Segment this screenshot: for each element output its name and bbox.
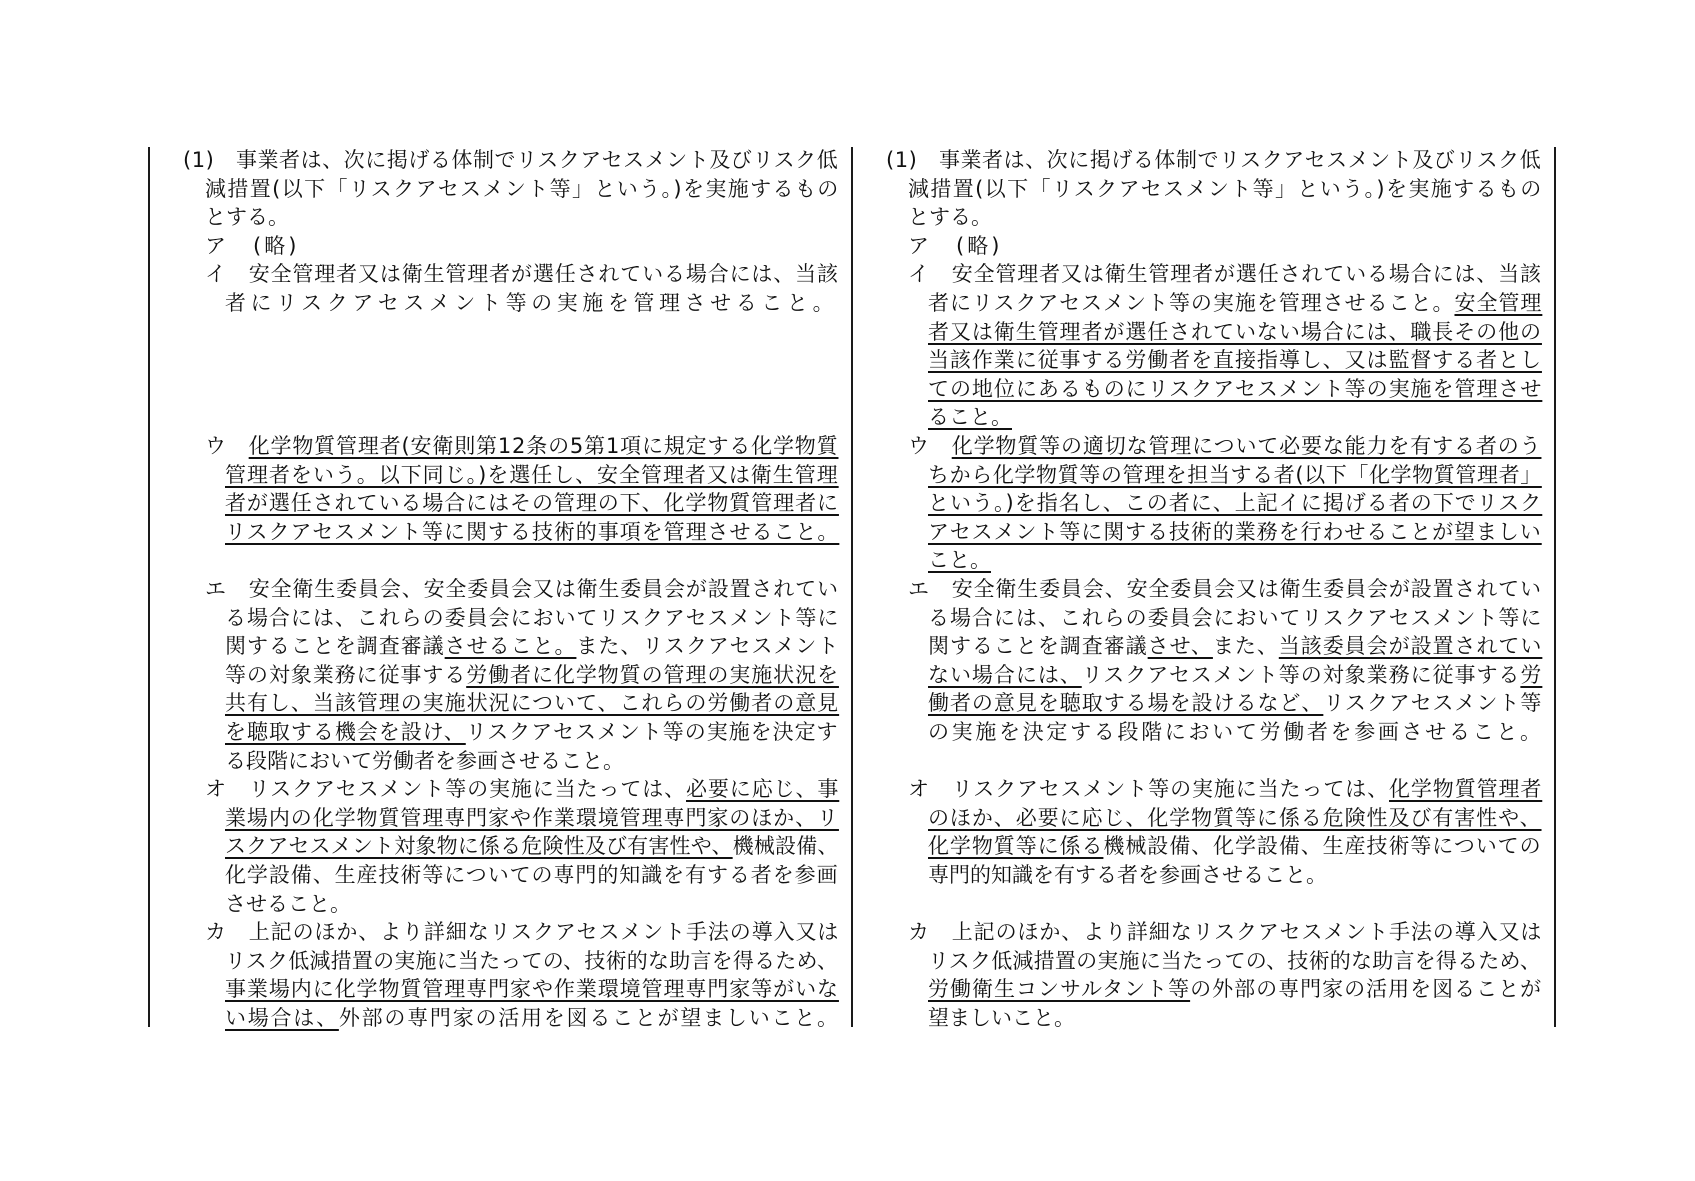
text-line xyxy=(908,918,1542,946)
text-line xyxy=(928,661,1542,689)
text-line xyxy=(928,346,1542,374)
text-line xyxy=(928,804,1542,832)
text-segment: 者にリスクアセスメント等の実施を管理させること。 xyxy=(225,291,839,315)
text-segment: ウ xyxy=(908,434,952,458)
text-line xyxy=(225,461,839,489)
text-segment: カ 上記のほか、より詳細なリスクアセスメント手法の導入又は xyxy=(908,920,1543,945)
underlined-text-segment: 業場内の化学物質管理専門家や作業環境管理専門家のほか、リ xyxy=(225,805,839,830)
text-segment: る段階において労働者を参画させること。 xyxy=(225,748,624,773)
text-line xyxy=(205,575,839,603)
underlined-text-segment: リスクアセスメント等に関する技術的事項を管理させること。 xyxy=(225,519,840,544)
underlined-text-segment: ての地位にあるものにリスクアセスメント等の実施を管理させ xyxy=(928,376,1543,401)
underlined-text-segment: アセスメント等に関する技術的業務を行わせることが望ましい xyxy=(928,519,1542,544)
text-segment: 望ましいこと。 xyxy=(928,1006,1075,1030)
underlined-text-segment: 労 xyxy=(1520,662,1543,687)
text-line xyxy=(225,604,839,632)
text-segment: イ 安全管理者又は衛生管理者が選任されている場合には、当該 xyxy=(205,262,839,287)
text-segment: とする。 xyxy=(908,205,992,230)
text-line xyxy=(225,661,839,689)
text-segment: オ リスクアセスメント等の実施に当たっては、 xyxy=(205,777,687,802)
underlined-text-segment: させ、 xyxy=(1147,634,1213,659)
text-line xyxy=(928,832,1542,860)
text-segment: リスクアセスメント等の実施を決定す xyxy=(465,720,839,744)
text-line xyxy=(225,861,839,889)
underlined-text-segment: ること。 xyxy=(928,405,1012,430)
text-line xyxy=(908,432,1541,460)
text-segment: また、 xyxy=(1212,634,1279,659)
underlined-text-segment: 労働衛生コンサルタント等 xyxy=(928,977,1191,1002)
text-segment: の外部の専門家の活用を図ることが xyxy=(1190,977,1543,1002)
text-segment: リスク低減措置の実施に当たっての、技術的な助言を得るため、 xyxy=(225,948,839,973)
text-line xyxy=(928,718,1544,746)
center-divider-line xyxy=(851,147,853,1027)
text-line xyxy=(928,975,1542,1003)
text-line xyxy=(225,489,839,517)
text-line xyxy=(225,890,351,918)
text-segment: 関することを調査審議 xyxy=(928,634,1148,659)
text-line xyxy=(908,175,1543,203)
text-segment: 関することを調査審議 xyxy=(225,634,445,659)
text-line xyxy=(225,804,839,832)
text-segment: エ 安全衛生委員会、安全委員会又は衛生委員会が設置されてい xyxy=(908,577,1542,601)
text-segment: エ 安全衛生委員会、安全委員会又は衛生委員会が設置されてい xyxy=(205,577,839,601)
text-line xyxy=(928,1004,1075,1032)
underlined-text-segment: 必要に応じ、事 xyxy=(686,777,840,802)
text-line xyxy=(205,918,839,946)
text-line xyxy=(928,861,1327,889)
underlined-text-segment: させること。 xyxy=(444,634,577,659)
text-line xyxy=(928,546,991,574)
text-segment: 減措置(以下「リスクアセスメント等」という。)を実施するもの xyxy=(908,176,1543,201)
text-segment: ア (略) xyxy=(908,233,1003,258)
text-segment: オ リスクアセスメント等の実施に当たっては、 xyxy=(908,777,1390,802)
underlined-text-segment: い場合は、 xyxy=(225,1006,339,1030)
underlined-text-segment: 働者の意見を聴取する場を設けるなど、 xyxy=(928,691,1324,716)
text-segment: ア (略) xyxy=(205,233,300,258)
text-segment: 機械設備、 xyxy=(732,834,839,859)
text-segment: ウ xyxy=(205,434,249,458)
text-segment: とする。 xyxy=(205,205,289,230)
text-line xyxy=(928,604,1542,632)
underlined-text-segment: 管理者をいう。以下同じ。)を選任し、安全管理者又は衛生管理 xyxy=(225,462,839,487)
underlined-text-segment: 事業場内に化学物質管理専門家や作業環境管理専門家等がいな xyxy=(225,977,839,1002)
text-line xyxy=(928,289,1542,317)
underlined-text-segment: ちから化学物質等の管理を担当する者(以下「化学物質管理者」 xyxy=(928,462,1542,487)
text-line xyxy=(205,775,839,803)
text-segment: リスク低減措置の実施に当たっての、技術的な助言を得るため、 xyxy=(928,948,1542,973)
text-line xyxy=(205,203,289,231)
text-line xyxy=(225,718,839,746)
text-line xyxy=(928,318,1542,346)
text-segment: カ 上記のほか、より詳細なリスクアセスメント手法の導入又は xyxy=(205,920,840,945)
text-line xyxy=(908,775,1542,803)
text-line xyxy=(928,375,1542,403)
text-segment: 機械設備、化学設備、生産技術等についての xyxy=(1103,834,1542,859)
underlined-text-segment: 者が選任されている場合にはその管理の下、化学物質管理者に xyxy=(225,491,839,516)
underlined-text-segment: ない場合には、 xyxy=(928,662,1082,687)
text-line xyxy=(928,632,1542,660)
text-line xyxy=(225,832,839,860)
left-border-line xyxy=(148,147,150,1027)
text-line xyxy=(908,232,1002,260)
text-line xyxy=(225,947,838,975)
underlined-text-segment: を聴取する機会を設け、 xyxy=(225,720,466,744)
text-segment: リスクアセスメント等 xyxy=(1323,691,1543,716)
text-line xyxy=(928,689,1542,717)
text-segment: 等の対象業務に従事する xyxy=(225,662,467,687)
text-segment: る場合には、これらの委員会においてリスクアセスメント等に xyxy=(928,605,1543,630)
text-segment: また、リスクアセスメント xyxy=(576,634,840,659)
text-segment: させること。 xyxy=(225,891,351,916)
text-line xyxy=(205,232,299,260)
underlined-text-segment: 当該作業に従事する労働者を直接指導し、又は監督する者とし xyxy=(928,348,1542,373)
text-line xyxy=(205,432,838,460)
text-line xyxy=(225,632,839,660)
text-segment: の実施を決定する段階において労働者を参画させること。 xyxy=(928,720,1544,744)
text-line xyxy=(225,1004,840,1032)
text-line xyxy=(205,260,839,288)
text-segment: イ 安全管理者又は衛生管理者が選任されている場合には、当該 xyxy=(908,262,1542,287)
text-segment: 化学設備、生産技術等についての専門的知識を有する者を参画 xyxy=(225,863,839,887)
underlined-text-segment: 化学物質等に係る xyxy=(928,834,1104,859)
underlined-text-segment: 労働者に化学物質の管理の実施状況を xyxy=(466,662,839,687)
text-line xyxy=(225,747,624,775)
underlined-text-segment: という。)を指名し、この者に、上記イに掲げる者の下でリスク xyxy=(928,491,1543,516)
text-line xyxy=(225,975,839,1003)
text-segment: (1) 事業者は、次に掲げる体制でリスクアセスメント及びリスク低 xyxy=(183,148,839,172)
text-line xyxy=(225,289,838,317)
text-line xyxy=(183,146,838,174)
underlined-text-segment: 化学物質管理者 xyxy=(1389,777,1543,802)
text-line xyxy=(205,175,840,203)
underlined-text-segment: こと。 xyxy=(928,548,991,573)
text-segment: 減措置(以下「リスクアセスメント等」という。)を実施するもの xyxy=(205,176,840,201)
underlined-text-segment: 化学物質管理者(安衛則第12条の5第1項に規定する化学物質 xyxy=(248,434,839,458)
text-segment: る場合には、これらの委員会においてリスクアセスメント等に xyxy=(225,605,840,630)
right-border-line xyxy=(1554,147,1556,1027)
underlined-text-segment: 化学物質等の適切な管理について必要な能力を有する者のう xyxy=(951,434,1542,458)
text-segment: (1) 事業者は、次に掲げる体制でリスクアセスメント及びリスク低 xyxy=(886,148,1542,172)
underlined-text-segment: 者又は衛生管理者が選任されていない場合には、職長その他の xyxy=(928,319,1542,344)
text-line xyxy=(886,146,1541,174)
underlined-text-segment: 当該委員会が設置されてい xyxy=(1278,634,1543,659)
text-line xyxy=(928,947,1541,975)
text-line xyxy=(908,260,1542,288)
text-segment: リスクアセスメント等の対象業務に従事する xyxy=(1081,662,1521,687)
text-line xyxy=(908,575,1542,603)
text-line xyxy=(908,203,992,231)
text-line xyxy=(928,461,1542,489)
underlined-text-segment: 共有し、当該管理の実施状況について、これらの労働者の意見 xyxy=(225,691,840,716)
text-segment: 専門的知識を有する者を参画させること。 xyxy=(928,863,1327,887)
text-line xyxy=(928,403,1012,431)
text-segment: 外部の専門家の活用を図ることが望ましいこと。 xyxy=(338,1006,840,1030)
text-segment: 者にリスクアセスメント等の実施を管理させること。 xyxy=(928,291,1455,315)
underlined-text-segment: 安全管理 xyxy=(1454,291,1543,315)
text-line xyxy=(928,489,1542,517)
underlined-text-segment: のほか、必要に応じ、化学物質等に係る危険性及び有害性や、 xyxy=(928,805,1542,830)
text-line xyxy=(928,518,1542,546)
underlined-text-segment: スクアセスメント対象物に係る危険性及び有害性や、 xyxy=(225,834,733,859)
text-line xyxy=(225,518,839,546)
text-line xyxy=(225,689,839,717)
